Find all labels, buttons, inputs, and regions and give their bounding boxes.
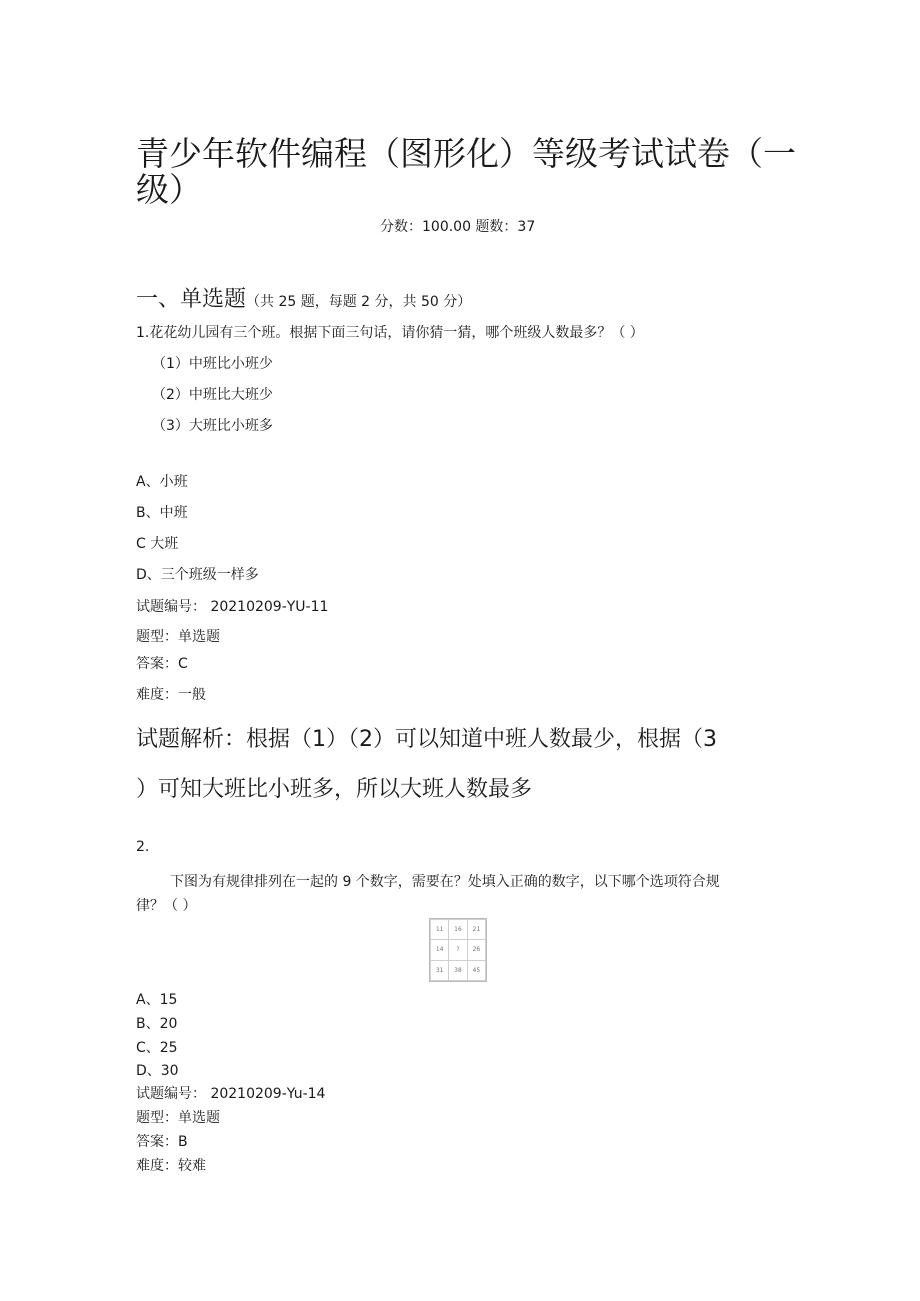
question-2-difficulty: 难度：较难 xyxy=(136,1158,206,1174)
exam-title-line-1: 青少年软件编程（图形化）等级考试试卷（一 xyxy=(136,134,796,173)
question-1-stem: 1.花花幼儿园有三个班。根据下面三句话，请你猜一猜，哪个班级人数最多？（ ） xyxy=(136,325,644,341)
section-subtitle: （共 25 题，每题 2 分，共 50 分） xyxy=(246,294,472,310)
grid-cell: 26 xyxy=(468,940,485,959)
grid-cell: 14 xyxy=(431,940,448,959)
question-1-analysis-line-2: ）可知大班比小班多，所以大班人数最多 xyxy=(136,777,533,802)
question-1-clue-2: （2）中班比大班少 xyxy=(152,387,273,403)
exam-title-line-2: 级） xyxy=(136,170,202,209)
question-2-type: 题型：单选题 xyxy=(136,1110,220,1126)
question-2-option-d: D、30 xyxy=(136,1063,179,1079)
grid-cell: 21 xyxy=(468,920,485,939)
question-2-option-c: C、25 xyxy=(136,1040,178,1056)
question-1-type: 题型：单选题 xyxy=(136,629,220,645)
grid-cell: 16 xyxy=(449,920,466,939)
question-1-answer: 答案：C xyxy=(136,656,188,672)
question-1-option-a: A、小班 xyxy=(136,474,188,490)
question-2-option-a: A、15 xyxy=(136,992,178,1008)
question-1-option-c: C 大班 xyxy=(136,536,179,552)
question-1-option-d: D、三个班级一样多 xyxy=(136,567,259,583)
question-1-id: 试题编号： 20210209-YU-11 xyxy=(136,599,329,615)
question-2-option-b: B、20 xyxy=(136,1016,178,1032)
grid-cell: 31 xyxy=(431,961,448,980)
section-title: 一、单选题 xyxy=(136,287,247,312)
question-2-id: 试题编号： 20210209-Yu-14 xyxy=(136,1086,326,1102)
score-summary: 分数：100.00 题数：37 xyxy=(380,219,536,235)
question-1-clue-3: （3）大班比小班多 xyxy=(152,418,273,434)
question-1-analysis-line-1: 试题解析：根据（1）（2）可以知道中班人数最少，根据（3 xyxy=(136,727,717,752)
question-1-option-b: B、中班 xyxy=(136,505,188,521)
grid-cell: 11 xyxy=(431,920,448,939)
question-2-number: 2. xyxy=(136,839,150,855)
question-2-stem-line-2: 律？（ ） xyxy=(136,898,197,914)
number-grid-figure xyxy=(429,918,487,982)
question-1-clue-1: （1）中班比小班少 xyxy=(152,356,273,372)
question-2-stem-line-1: 下图为有规律排列在一起的 9 个数字，需要在？处填入正确的数字，以下哪个选项符合规 xyxy=(170,874,720,890)
section-heading xyxy=(136,282,471,313)
question-2-answer: 答案：B xyxy=(136,1134,188,1150)
grid-cell: 45 xyxy=(468,961,485,980)
grid-cell: 38 xyxy=(449,961,466,980)
question-1-difficulty: 难度：一般 xyxy=(136,687,206,703)
grid-cell-unknown: ? xyxy=(449,940,466,959)
